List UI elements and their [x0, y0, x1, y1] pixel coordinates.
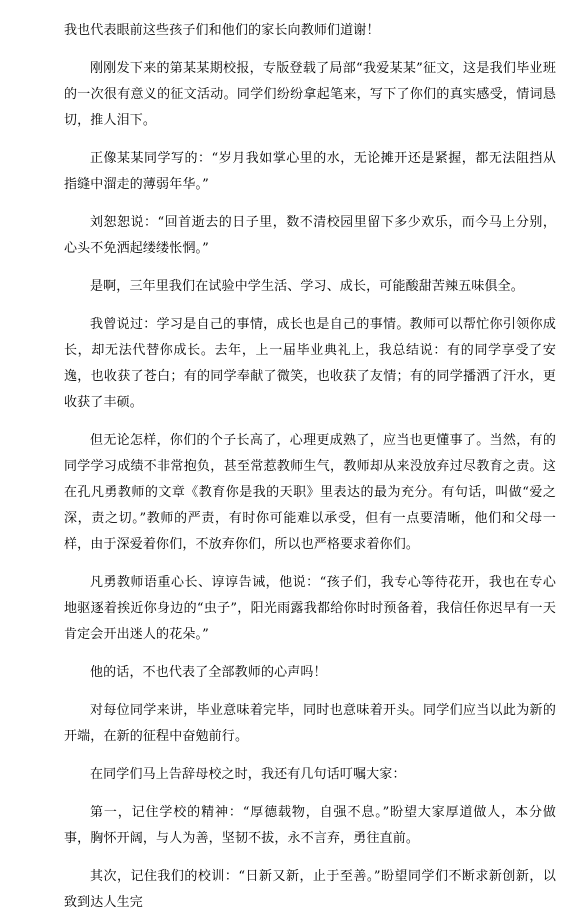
paragraph-9: 他的话，不也代表了全部教师的心声吗！: [90, 665, 327, 680]
paragraph-8: 凡勇教师语重心长、谆谆告诫，他说：“孩子们，我专心等待花开，我也在专心地驱逐着挨近你身边的“虫子”，阳光雨露我都给你时时预备着，我信任你迟早有一天肯定会开出迷人的花朵。”: [64, 575, 556, 642]
paragraph-7: 但无论怎样，你们的个子长高了，心理更成熟了，应当也更懂事了。当然，有的同学学习成绩不非常抱负，甚至常惹教师生气，教师却从来没放弃过尽教育之责。这在孔凡勇教师的文章《教育你是我的天职》里表达的最为充分。有句话，叫做“爱之深，责之切。”教师的严责，有时你可能难以承受，但有一点要清晰，他们和父母一样，由于深爱着你们，不放弃你们，所以也严格要求着你们。: [64, 433, 556, 552]
paragraph-12: 第一，记住学校的精神：“厚德载物，自强不息。”盼望大家厚道做人，本分做事，胸怀开阔，与人为善，坚韧不拔，永不言弃，勇往直前。: [64, 805, 556, 846]
paragraph-11: 在同学们马上告辞母校之时，我还有几句话叮嘱大家：: [90, 767, 406, 782]
paragraph-2: 刚刚发下来的第某某期校报，专版登载了局部“我爱某某”征文，这是我们毕业班的一次很有意义的征文活动。同学们纷纷拿起笔来，写下了你们的真实感受，情词恳切，推人泪下。: [64, 61, 556, 128]
paragraph-4: 刘恕恕说：“回首逝去的日子里，数不清校园里留下多少欢乐，而今马上分别，心头不免洒起缕缕怅惘。”: [64, 215, 556, 256]
paragraph-10: 对每位同学来讲，毕业意味着完毕，同时也意味着开头。同学们应当以此为新的开端，在新的征程中奋勉前行。: [64, 703, 556, 744]
paragraph-5: 是啊，三年里我们在试验中学生活、学习、成长，可能酸甜苦辣五味俱全。: [90, 279, 524, 294]
paragraph-1: 我也代表眼前这些孩子们和他们的家长向教师们道谢！: [64, 23, 380, 38]
paragraph-3: 正像某某同学写的：“岁月我如掌心里的水，无论摊开还是紧握，都无法阻挡从指缝中溜走的薄弱年华。”: [64, 151, 556, 192]
paragraph-13: 其次，记住我们的校训：“日新又新，止于至善。”盼望同学们不断求新创新，以致到达人生完: [64, 869, 556, 910]
paragraph-6: 我曾说过：学习是自己的事情，成长也是自己的事情。教师可以帮忙你引领你成长，却无法代替你成长。去年，上一届毕业典礼上，我总结说：有的同学享受了安逸，也收获了苍白；有的同学奉献了微笑，也收获了友情；有的同学播洒了汗水，更收获了丰硕。: [64, 317, 556, 410]
